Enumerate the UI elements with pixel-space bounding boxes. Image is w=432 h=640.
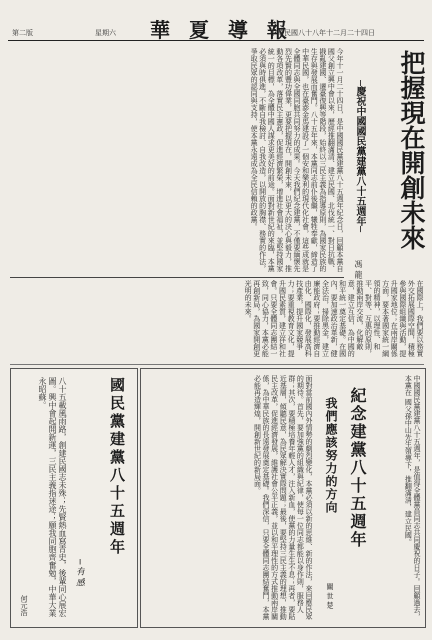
section-divider — [10, 364, 424, 365]
feature-divider — [10, 277, 344, 278]
masthead: 華 夏 導 報 — [150, 18, 293, 42]
commemoration-subtitle: 我們應該努力的方向 — [324, 397, 338, 514]
commemoration-body: 面對當前國內外情勢的劇烈變化，本黨必須以新的思維、新的作法，來回應民眾的期待。首先，要加強黨的組織與紀律，使每一位同志都能以身作則，服務人群；其次，要積極培養年輕人才，注入新血，使黨的力量生生不息；再者，要貼近基層，傾聽民意，為民眾解決實際問題；最後，要堅持三民主義的理想，推動民主改革，促進經濟發展，維護社會公平正義，並以和平理性的方式推動兩岸關係，為中華民族的長遠發展奠定基礎。我們深信，只要全體同志團結奮鬥，本黨必能再造輝煌，開創新世紀的新局面。 — [253, 375, 313, 620]
poem-box — [10, 368, 138, 628]
poem-author: 何元浩 — [20, 595, 28, 616]
feature-body-top: 今年十一月二十四日，是中國國民黨建黨八十五週年紀念日，回顧本黨自 國父創立興中會以來，歷經推翻滿清、建立民國、北伐統一、對日抗戰、戡亂建國、遷臺復興等階段，始終以三民主義為指導原則，為國家民族的生存與發展而奮鬥。八十五年來，本黨同志前仆後繼，犧牲奉獻，締造了中華民國，也在臺澎金馬建設了一個安和樂利的現代化社會，這些成就是全體同志與全國同胞共同努力的成果。今天我們紀念建黨，不僅要緬懷先烈先賢的豐功偉業，更要把握現在，開創未來，以更大的決心與毅力，推動各項改革，落實民主憲政，促進經濟繁榮，增進社會福祉，並堅持國家統一的目標，為全體中國人謀求更美好的前途。面對新世紀的來臨，本黨必須與時俱進，不斷自我檢討、自我改造，以開放的胸襟、務實的作法，爭取民眾的認同與支持，使本黨永遠成為全民信賴的政黨。 — [250, 48, 344, 272]
feature-body-mid: 在國際上，我們要以務實外交拓展國際空間，積極參與國際組織與活動，提升國家地位；在兩岸關係方面，要本著國家統一綱領的精神，以理性、和平、對等、互惠的原則，推動兩岸交流，化解敵意，建立互信，為中國的和平統一奠定基礎。在國內，要加速政治革新，健全法治，掃除黑金，建立廉能政府；要推動經濟自由化、國際化，發展高科技產業，提升國家競爭力；要重視教育文化，提升國民素質，建立祥和社會。只要全體同志團結一致，同心協力，本黨必能再創新局，為國家開創更光明的未來。 — [244, 280, 424, 357]
issue-date: 中華民國八十八年十二月二十四日 — [270, 29, 375, 37]
page-label: 第二版 — [12, 29, 33, 37]
feature-author: 馮 龍 — [354, 260, 363, 279]
weekday: 星期六 — [95, 29, 116, 37]
commemoration-body-intro: 中國國民黨建黨八十五週年，是值得全體黨員同志共同慶祝的日子。回顧過去，本黨在 國父孫中山先生領導下，推翻滿清，建立民國。 — [404, 375, 421, 620]
poem-title: 國民黨建黨八十五週年 — [108, 377, 126, 557]
header-rule — [8, 40, 424, 41]
poem-byline: ─有感 — [74, 559, 84, 589]
commemoration-title: 紀念建黨八十五週年 — [348, 387, 367, 549]
feature-subtitle: ─慶祝中國國民黨建黨八十五週年─ — [354, 80, 365, 233]
poem-body: 八十五載風雨路，創建民國志未殊；先賢熱血寫青史，後輩同心展宏圖。興中會起開新運，三民主義指迷途；願我同胞齊奮勉，中華大業永昭蘇。 — [38, 377, 67, 617]
commemoration-author: 關 世 楚 — [326, 583, 334, 609]
feature-title: 把握現在開創未來 — [397, 50, 426, 250]
commemoration-box — [140, 368, 426, 628]
